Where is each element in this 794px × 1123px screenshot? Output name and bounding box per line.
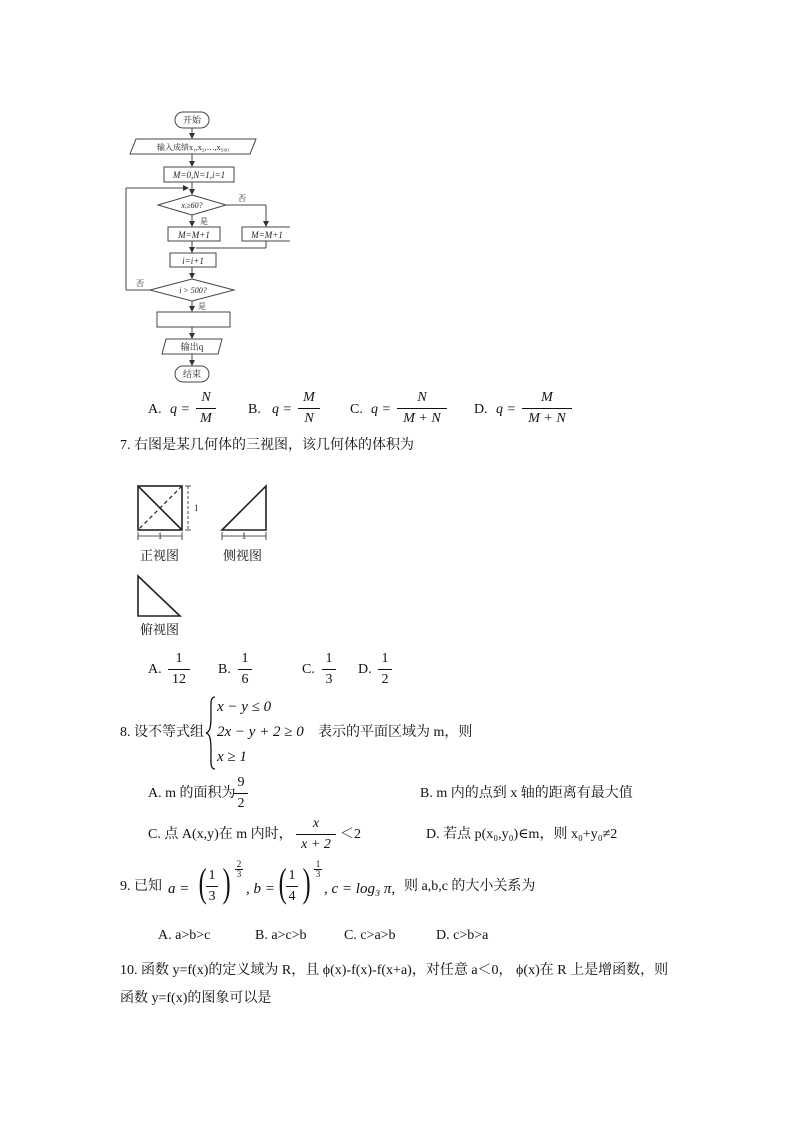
q9-b-exponent: 1 3 bbox=[315, 859, 321, 879]
q9-option-d: D. c>b>a bbox=[436, 928, 489, 943]
flow-blank-node bbox=[157, 312, 230, 327]
q10-line-1: 10. 函数 y=f(x)的定义域为 R，且 ϕ(x)-f(x)-f(x+a)，对任意 a＜0， ϕ(x)在 R 上是增函数，则 bbox=[120, 963, 669, 978]
top-view-label: 俯视图 bbox=[140, 622, 180, 637]
flow-start-text: 开始 bbox=[182, 115, 202, 125]
q8-stem-suffix: 表示的平面区域为 m，则 bbox=[318, 725, 473, 740]
q6-option-a-lhs: q = bbox=[170, 402, 190, 417]
q6-option-c-fraction: N M + N bbox=[397, 390, 447, 427]
side-dim-text: 1 bbox=[241, 531, 247, 541]
q8-stem-prefix: 8. 设不等式组 bbox=[120, 725, 204, 740]
q9-b-lhs: , b = bbox=[246, 881, 275, 897]
q8-inequality-3: x ≥ 1 bbox=[217, 749, 247, 765]
height-dim-text: 1 bbox=[194, 503, 199, 513]
q8-option-c-fraction: x x + 2 bbox=[296, 816, 336, 853]
flow-cond1-text: xᵢ≥60? bbox=[181, 201, 203, 210]
q8-option-d: D. 若点 p(x₀,y₀)∈m，则 x₀+y₀≠2 bbox=[426, 827, 618, 842]
flow-yes2-text: 是 bbox=[198, 302, 206, 311]
flow-cond2-text: i > 500? bbox=[179, 286, 207, 295]
side-view-triangle bbox=[222, 486, 266, 530]
q9-a-lhs: a = bbox=[168, 881, 190, 897]
q8-inequality-2: 2x − y + 2 ≥ 0 bbox=[217, 724, 304, 740]
flow-assign-right-text: M=M+1 bbox=[251, 230, 283, 240]
flow-no2-text: 否 bbox=[136, 279, 144, 288]
flow-assign-left-text: M=M+1 bbox=[178, 230, 210, 240]
q9-option-a: A. a>b>c bbox=[158, 928, 211, 943]
q9-a-paren-right: ) bbox=[222, 860, 231, 905]
q9-b-fraction: 1 4 bbox=[286, 868, 298, 905]
q8-brace bbox=[205, 695, 217, 771]
q8-option-a-fraction: 9 2 bbox=[234, 775, 248, 812]
q7-option-a-fraction: 1 12 bbox=[168, 651, 190, 688]
front-view-label: 正视图 bbox=[140, 548, 180, 563]
q7-option-d-fraction: 1 2 bbox=[378, 651, 392, 688]
flow-output-text: 输出q bbox=[180, 342, 204, 352]
q7-option-b-label: B. bbox=[218, 662, 231, 677]
side-view-label: 侧视图 bbox=[223, 548, 263, 563]
q6-option-b-lhs: q = bbox=[272, 402, 292, 417]
q7-option-c-label: C. bbox=[302, 662, 315, 677]
q9-b-paren-right: ) bbox=[302, 860, 311, 905]
front-dim-text: 1 bbox=[157, 531, 163, 541]
q8-option-c-tail: ＜2 bbox=[340, 827, 361, 842]
top-view-triangle bbox=[138, 576, 180, 616]
q7-option-d-label: D. bbox=[358, 662, 372, 677]
q6-option-d-lhs: q = bbox=[496, 402, 516, 417]
q10-line-2: 函数 y=f(x)的图象可以是 bbox=[120, 991, 272, 1006]
flow-yes1-text: 是 bbox=[200, 217, 208, 226]
flowchart-diagram bbox=[120, 108, 290, 388]
q6-option-a-fraction: N M bbox=[196, 390, 216, 427]
q6-option-c-label: C. bbox=[350, 402, 363, 417]
q8-inequality-1: x − y ≤ 0 bbox=[217, 699, 272, 715]
q6-option-a-label: A. bbox=[148, 402, 162, 417]
q9-c-expression: , c = log₃ π, bbox=[324, 881, 396, 897]
q7-option-b-fraction: 1 6 bbox=[238, 651, 252, 688]
flow-no1-text: 否 bbox=[238, 194, 246, 203]
q6-option-d-fraction: M M + N bbox=[522, 390, 572, 427]
q9-option-c: C. c>a>b bbox=[344, 928, 396, 943]
q9-stem-suffix: 则 a,b,c 的大小关系为 bbox=[404, 879, 536, 894]
flow-increment-text: i=i+1 bbox=[182, 256, 204, 266]
q9-a-exponent: 2 3 bbox=[236, 859, 242, 879]
q9-option-b: B. a>c>b bbox=[255, 928, 307, 943]
q9-stem-prefix: 9. 已知 bbox=[120, 879, 162, 894]
q8-option-c-text: C. 点 A(x,y)在 m 内时， bbox=[148, 827, 293, 842]
q7-option-c-fraction: 1 3 bbox=[322, 651, 336, 688]
flow-end-text: 结束 bbox=[182, 369, 202, 379]
q7-option-a-label: A. bbox=[148, 662, 162, 677]
q8-option-a-text: A. m 的面积为 bbox=[148, 786, 236, 801]
q9-a-fraction: 1 3 bbox=[206, 868, 218, 905]
q8-option-b: B. m 内的点到 x 轴的距离有最大值 bbox=[420, 786, 633, 801]
q6-option-b-label: B. bbox=[248, 402, 261, 417]
flow-init-text: M=0,N=1,i=1 bbox=[172, 170, 226, 180]
q7-stem: 7. 右图是某几何体的三视图，该几何体的体积为 bbox=[120, 438, 414, 453]
q9-b-paren-left: ( bbox=[278, 860, 287, 905]
flow-input-text: 输入成绩x₁,x₂,…,x₅₀₀ bbox=[157, 143, 229, 152]
q6-option-c-lhs: q = bbox=[371, 402, 391, 417]
q6-option-d-label: D. bbox=[474, 402, 488, 417]
q9-a-paren-left: ( bbox=[198, 860, 207, 905]
q6-option-b-fraction: M N bbox=[298, 390, 320, 427]
